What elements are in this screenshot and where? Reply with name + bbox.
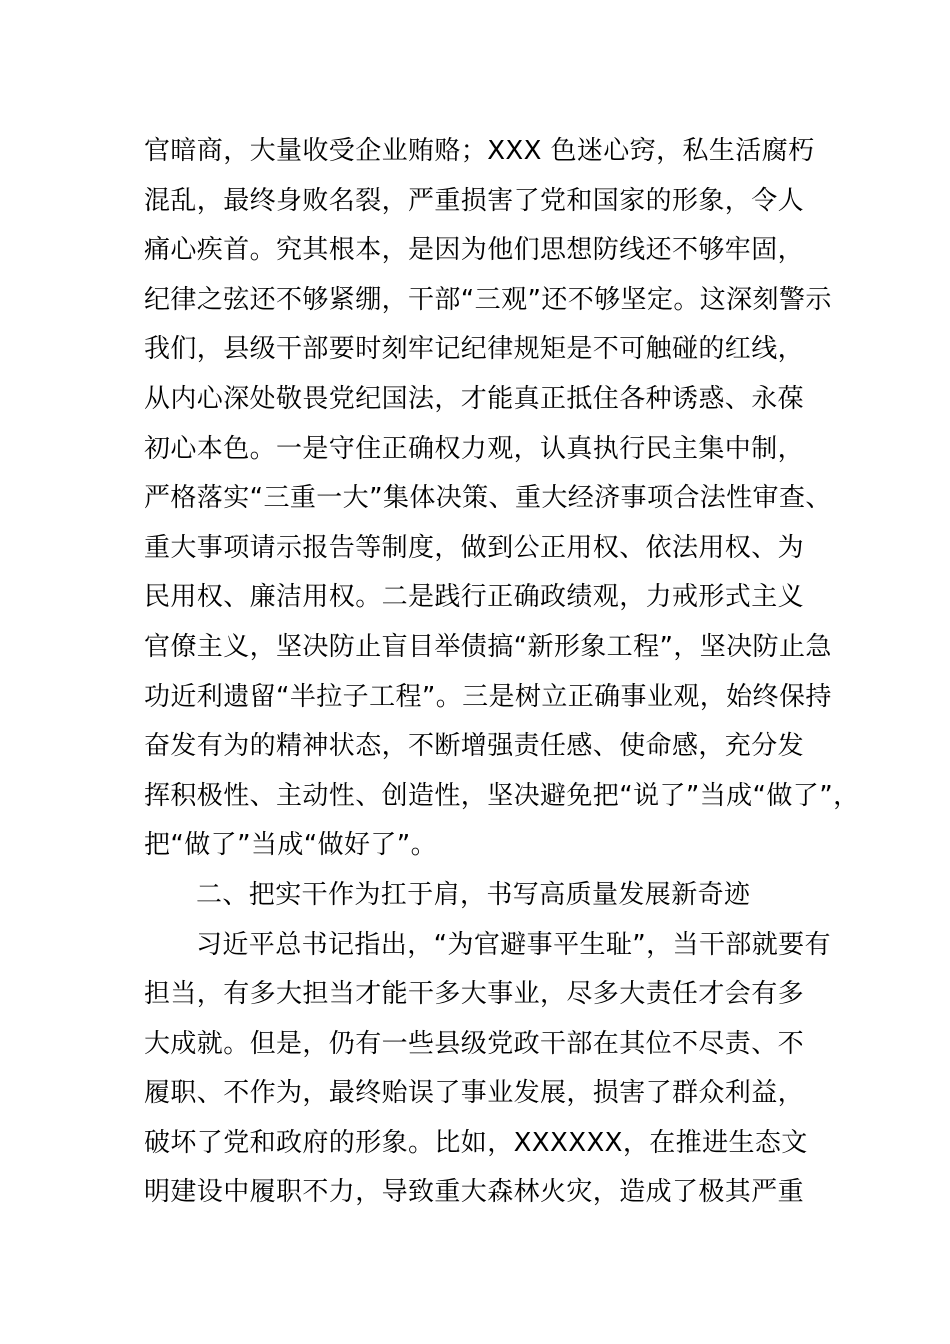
text-line: 破坏了党和政府的形象。比如，XXXXXX，在推进生态文 xyxy=(144,1127,808,1158)
text-line: 初心本色。一是守住正确权力观，认真执行民主集中制， xyxy=(144,433,805,464)
text-line: 痛心疾首。究其根本，是因为他们思想防线还不够牢固， xyxy=(144,235,805,266)
section-heading: 二、把实干作为扛于肩，书写高质量发展新奇迹 xyxy=(196,879,751,910)
text-line: 官暗商，大量收受企业贿赂；XXX 色迷心窍，私生活腐朽 xyxy=(144,136,815,166)
text-line: 严格落实“三重一大”集体决策、重大经济事项合法性审查、 xyxy=(144,483,832,514)
text-line: 重大事项请示报告等制度，做到公正用权、依法用权、为 xyxy=(144,532,805,563)
text-line: 履职、不作为，最终贻误了事业发展，损害了群众利益， xyxy=(144,1078,805,1109)
text-line: 担当，有多大担当才能干多大事业，尽多大责任才会有多 xyxy=(144,979,805,1010)
text-line: 混乱，最终身败名裂，严重损害了党和国家的形象，令人 xyxy=(144,185,805,216)
text-line: 民用权、廉洁用权。二是践行正确政绩观，力戒形式主义 xyxy=(144,582,805,613)
text-line: 挥积极性、主动性、创造性，坚决避免把“说了”当成“做了”， xyxy=(144,780,860,811)
text-line: 我们，县级干部要时刻牢记纪律规矩是不可触碰的红线， xyxy=(144,334,805,365)
text-line: 纪律之弦还不够紧绷，干部“三观”还不够坚定。这深刻警示 xyxy=(144,284,832,315)
text-line: 明建设中履职不力，导致重大森林火灾，造成了极其严重 xyxy=(144,1177,805,1208)
text-line: 习近平总书记指出，“为官避事平生耻”，当干部就要有 xyxy=(196,929,831,960)
text-line: 功近利遗留“半拉子工程”。三是树立正确事业观，始终保持 xyxy=(144,681,832,712)
document-body xyxy=(144,127,860,1218)
text-line: 官僚主义，坚决防止盲目举债搞“新形象工程”，坚决防止急 xyxy=(144,631,832,662)
text-line: 大成就。但是，仍有一些县级党政干部在其位不尽责、不 xyxy=(144,1028,805,1059)
text-line: 奋发有为的精神状态，不断增强责任感、使命感，充分发 xyxy=(144,731,805,762)
text-line: 从内心深处敬畏党纪国法，才能真正抵住各种诱惑、永葆 xyxy=(144,383,805,414)
text-line: 把“做了”当成“做好了”。 xyxy=(144,830,438,861)
